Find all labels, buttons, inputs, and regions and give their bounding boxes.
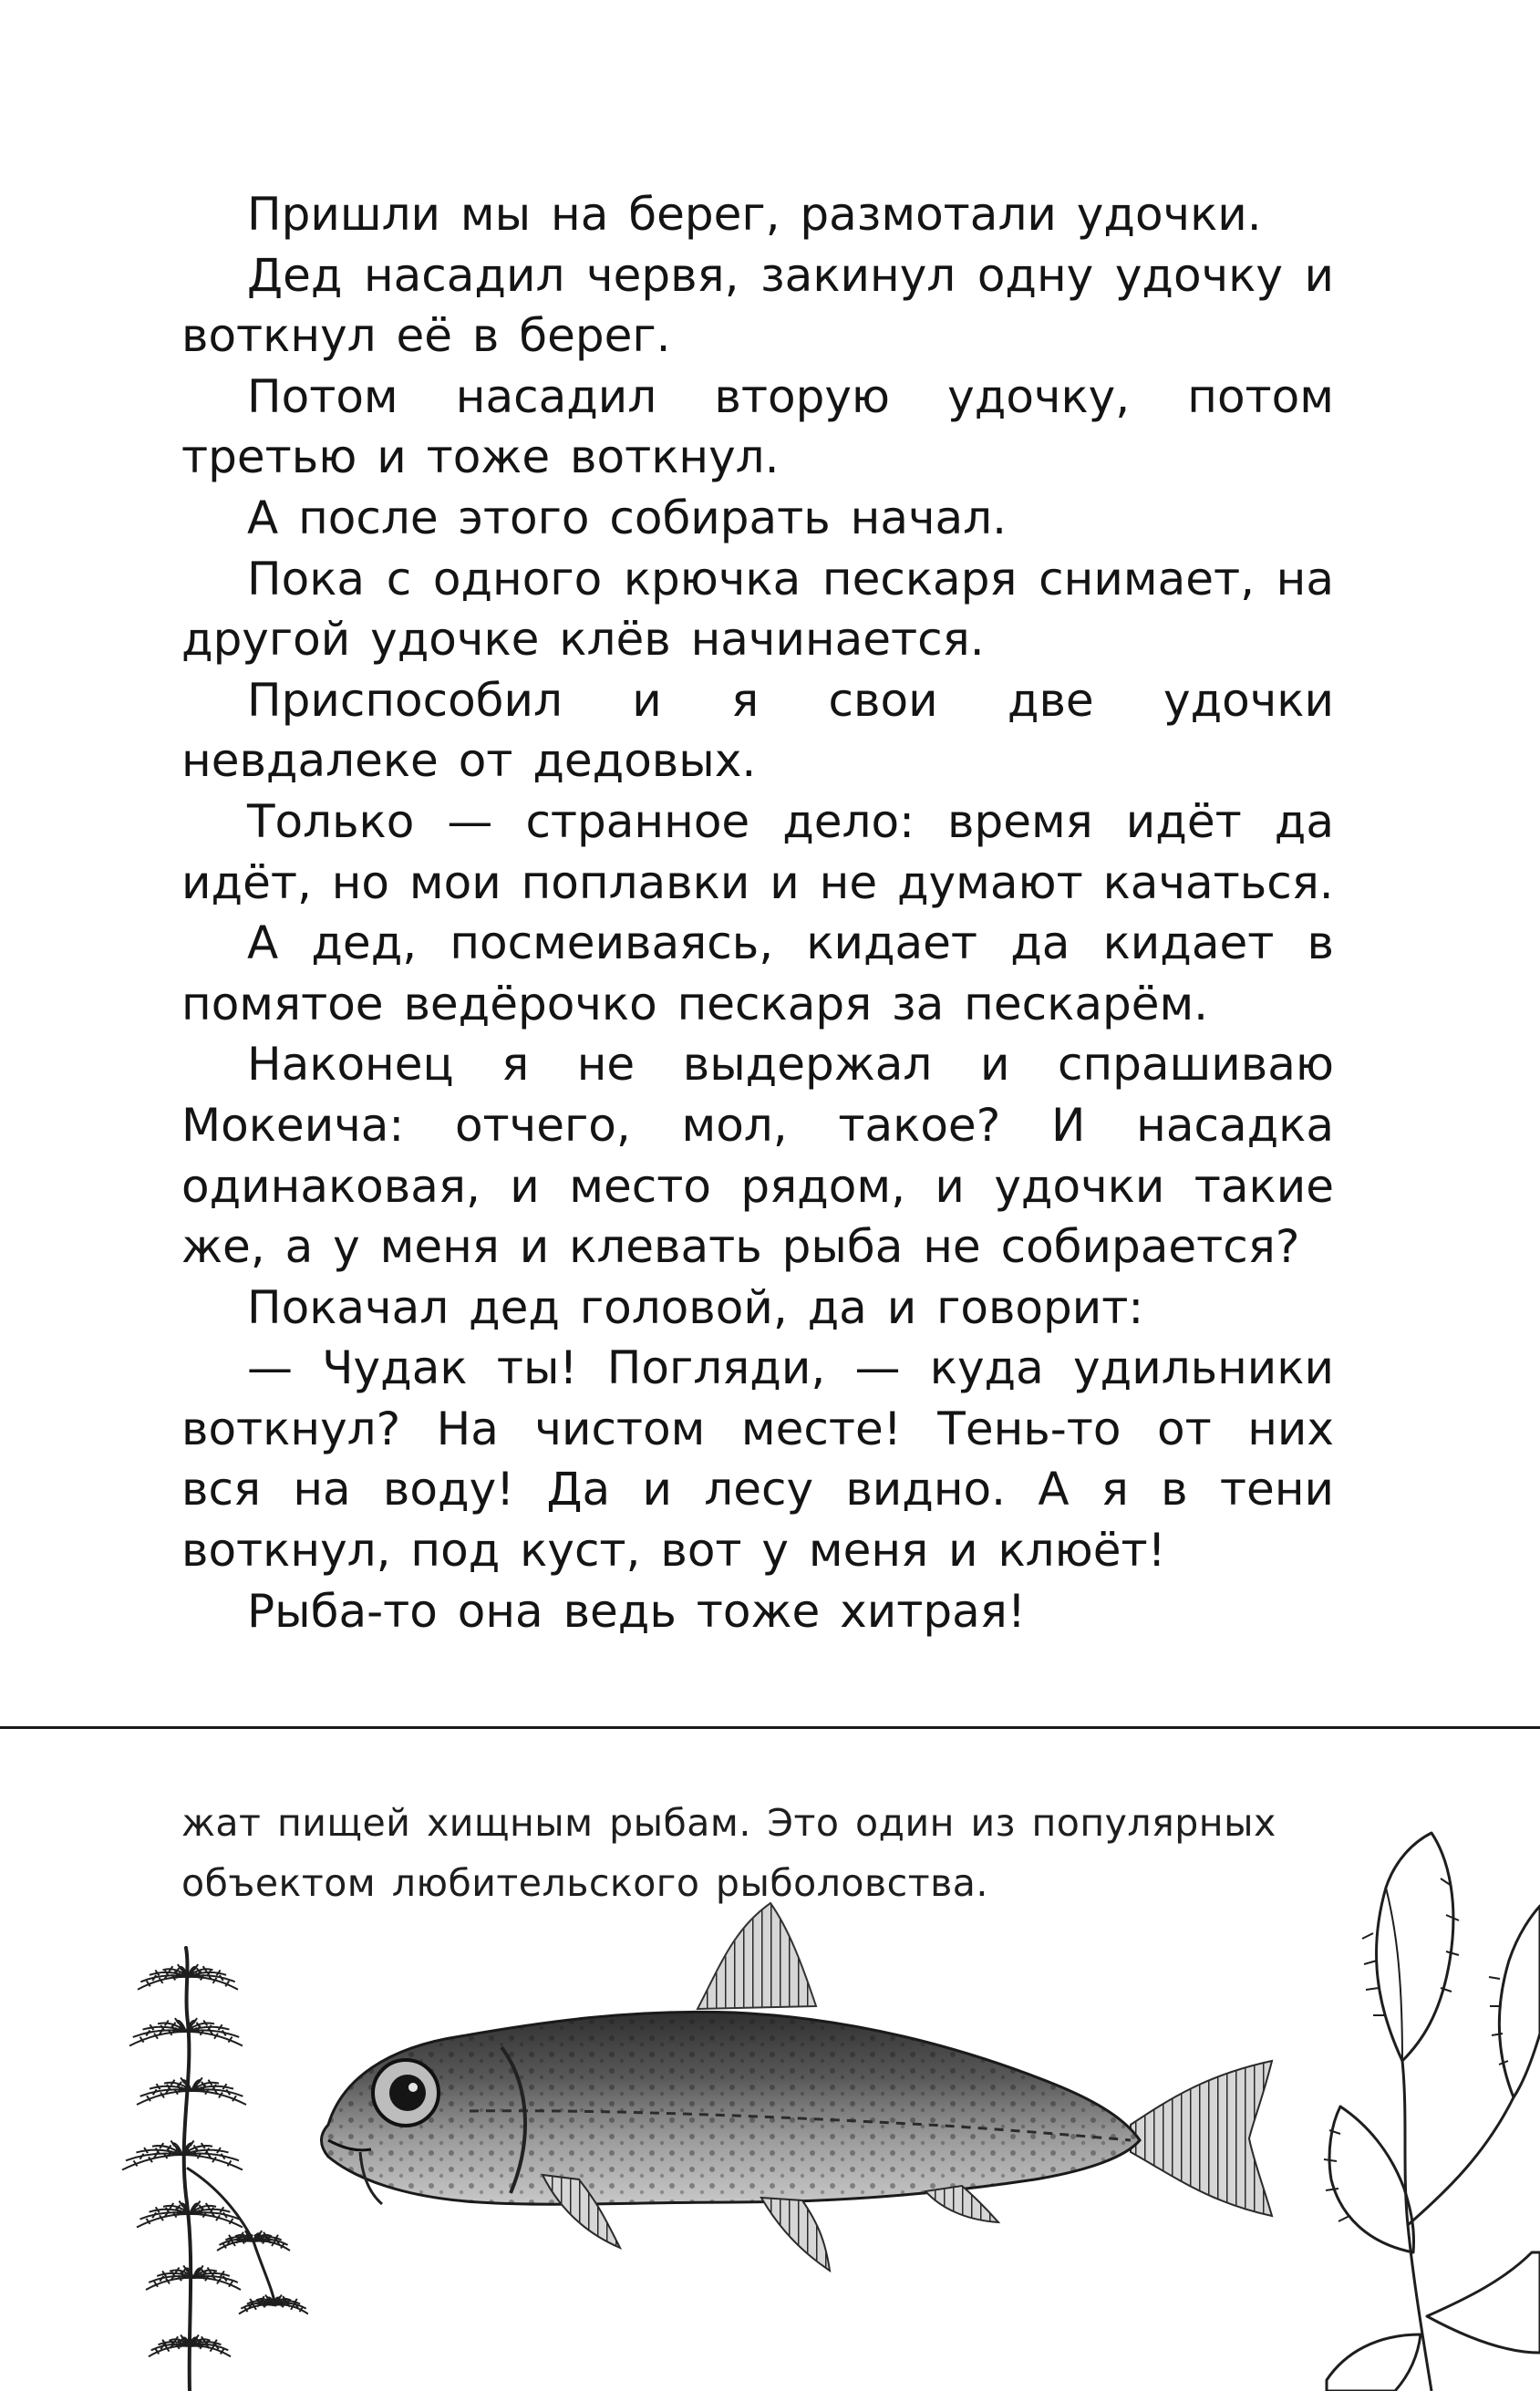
story-paragraph: Только — странное дело: время идёт да идёт, но мои поплавки и не думают качаться. [181,794,1334,909]
note-line: жат пищей хищным рыбам. Это один из популярных [181,1801,1276,1845]
gudgeon-fish-icon [305,1901,1295,2284]
story-paragraph: Пришли мы на берег, размотали удочки. [247,188,1262,241]
story-paragraph: Покачал дед головой, да и говорит: [247,1280,1144,1334]
story-paragraph: — Чудак ты! Погляди, — куда удильники воткнул? На чистом месте! Тень-то от них вся на воду! Да и лесу видно. А я в тени воткнул, под куст, вот у меня и клюёт! [181,1341,1334,1578]
section-divider [0,1726,1540,1729]
story-paragraph: Приспособил и я свои две удочки невдалеке от дедовых. [181,673,1334,788]
story-paragraph: Наконец я не выдержал и спрашиваю Мокеича: отчего, мол, такое? И насадка одинаковая, и место рядом, и удочки такие же, а у меня и клевать рыба не собирается? [181,1038,1334,1274]
story-paragraph: А дед, посмеиваясь, кидает да кидает в помятое ведёрочко пескаря за пескарём. [181,916,1334,1030]
aquatic-plant-pondweed-icon [1313,1824,1540,2391]
story-text [181,184,1334,1641]
note-line: объектом любительского рыболовства. [181,1861,988,1905]
story-paragraph: Потом насадил вторую удочку, потом третью и тоже воткнул. [181,369,1334,484]
story-paragraph: Пока с одного крючка пескаря снимает, на другой удочке клёв начинается. [181,552,1334,667]
aquatic-plant-hornwort-icon [80,1941,308,2391]
story-paragraph: А после этого собирать начал. [247,491,1008,544]
story-paragraph: Рыба-то она ведь тоже хитрая! [247,1584,1026,1638]
story-paragraph: Дед насадил червя, закинул одну удочку и воткнул её в берег. [181,248,1334,363]
fish-info-note [181,1793,1334,1913]
